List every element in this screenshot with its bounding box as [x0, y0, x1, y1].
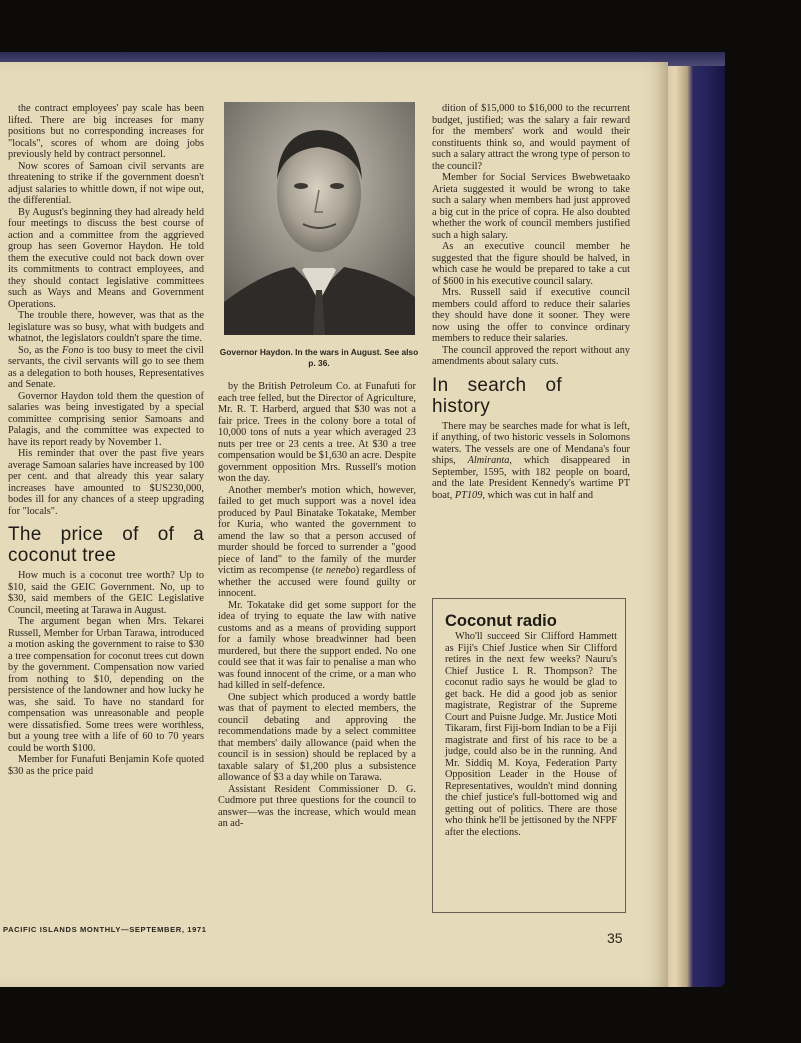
- paragraph: Member for Funafuti Benjamin Kofe quoted $30 as the price paid: [8, 754, 204, 777]
- history-paragraph: There may be searches made for what is left, if anything, of two historic vessels in Solomons waters. The vessels are one of Mendana's four ships, Almiranta, which disappeared in September, 1595, with 182 people on board, and the late President Kennedy's wartime PT boat, PT109, which was cut in half and: [432, 420, 630, 501]
- paragraph: How much is a coconut tree worth? Up to $10, said the GEIC Government. No, up to $30, said members of the GEIC Legislative Council, meeting at Tarawa in August.: [8, 570, 204, 616]
- photo-caption: Governor Haydon. In the wars in August. See also p. 36.: [219, 347, 419, 368]
- col1-mid-text: [8, 391, 204, 518]
- col1-bottom-text: [8, 570, 204, 777]
- paragraph: Mrs. Russell said if executive council members could afford to reduce their salaries they should have done it sooner. They were now using the offer to convince ordinary members to reduce their salaries.: [432, 287, 630, 344]
- paragraph: His reminder that over the past five years average Samoan salaries have increased by 100 per cent. and that already this year salary increases have amounted to $US230,000, bodes ill for any chances of a steep upgrading for "locals".: [8, 448, 204, 517]
- col2-a-text: [218, 381, 416, 485]
- paragraph: One subject which produced a wordy battle was that of payment to elected members, the council debating and approving the recommendations made by a select committee that members' daily allowance (paid when the council is in session) should be replaced by a taxable salary of $1,200 plus a subsistence allowance of $3 a day while on Tarawa.: [218, 691, 416, 783]
- box-heading: Coconut radio: [445, 612, 557, 630]
- fono-paragraph: So, as the Fono is too busy to meet the civil servants, the civil servants will go to see them as a delegation to both houses, Representatives and Senate.: [8, 344, 204, 390]
- page-number: 35: [607, 930, 623, 946]
- paragraph: By August's beginning they had already held four meetings to discuss the best course of action and a committee from the aggrieved group has seen Governor Haydon. He told them the executive could not back down over its commitments to contract employees, and they should contact legislative committees such as Ways and Means and Government Operations.: [8, 206, 204, 310]
- paragraph: Governor Haydon told them the question of salaries was being investigated by a special committee comprising senior Samoans and Palagis, and the committee was expected to have its report ready by November 1.: [8, 390, 204, 448]
- paragraph: dition of $15,000 to $16,000 to the recurrent budget, justified; was the salary a fair reward for the members' work and would their constituents think so, and would payment of such a salary attract the wrong type of person to the council?: [432, 103, 630, 172]
- paragraph: The trouble there, however, was that as the legislature was so busy, what with budgets and whatnot, the legislators couldn't spare the time.: [8, 310, 204, 344]
- column-3: [432, 103, 630, 501]
- box-body: [445, 631, 617, 838]
- col2-b-text: [218, 600, 416, 830]
- paragraph: The argument began when Mrs. Tekarei Russell, Member for Urban Tarawa, introduced a motion asking the government to raise to $30 a tree compensation for coconut trees cut down by the government. Compensation now varied from nothing to $10, depending on the persistence of the landowner and how lucky he was, she said. To have no standard for compensation was unreasonable and people were dissatisfied. Some trees were worthless, but a young tree with a life of 60 to 70 years could be worth $100.: [8, 616, 204, 754]
- page-footer: PACIFIC ISLANDS MONTHLY—SEPTEMBER, 1971: [3, 925, 207, 934]
- column-2: [218, 381, 416, 830]
- motion-paragraph: Another member's motion which, however, failed to get much support was a novel idea produced by Paul Binatake Tokatake, Member for Kuria, who wanted the government to amend the law so that a person accused of murder should be forced to surrender a "good piece of land" to the family of the murder victim as recompense (te nenebo) regardless of whether the accused were found guilty or innocent.: [218, 484, 416, 599]
- box-text: Who'll succeed Sir Clifford Hammett as Fiji's Chief Justice when Sir Clifford retires in the next few weeks? Nauru's Chief Justice I. R. Thompson? The coconut radio says he would be glad to get back. He did a good job as senior magistrate, Registrar of the Supreme Court and Puisne Judge. Mr. Justice Moti Tikaram, first Fiji-born Indian to be a Fiji magistrate and first of his race to be a judge, could also be in the running. And Mr. Siddiq M. Koya, Federation Party Opposition Leader in the House of Representatives, wouldn't mind donning the chief justice's full-bottomed wig and getting out of politics. There are those who think he'll be jettisoned by the NFPF after the elections.: [445, 631, 617, 838]
- column-1: [8, 103, 204, 777]
- headline-coconut-tree: The price of of a coconut tree: [8, 524, 204, 566]
- col3-a-text: [432, 103, 630, 368]
- paragraph: As an executive council member he suggested that the figure should be halved, in which case he would be prepared to take a cut of $600 in his executive council salary.: [432, 241, 630, 287]
- governor-haydon-photo: [224, 102, 415, 335]
- paragraph: Member for Social Services Bwebwetaako Arieta suggested it would be wrong to take such a salary when members had just approved a big cut in the price of copra. He also doubted whether the work of council members justified such a high salary.: [432, 172, 630, 241]
- paragraph: Assistant Resident Commissioner D. G. Cudmore put three questions for the council to answer—was the increase, which would mean an ad-: [218, 783, 416, 829]
- coconut-radio-box: [432, 598, 626, 913]
- paragraph: Now scores of Samoan civil servants are threatening to strike if the government doesn't adjust salaries to whittle down, if not wipe out, the differential.: [8, 160, 204, 206]
- col1-top-text: [8, 103, 204, 345]
- paragraph: Mr. Tokatake did get some support for the idea of trying to equate the law with native customs and as a means of providing support for a family whose breadwinner had been murdered, but there the support ended. No one could see that it was fair to penalise a man who was found innocent of the crime, or a man who had killed in self-defence.: [218, 599, 416, 691]
- paragraph: The council approved the report without any amendments about salary cuts.: [432, 344, 630, 367]
- paragraph: by the British Petroleum Co. at Funafuti for each tree felled, but the Director of Agriculture, Mr. R. T. Harberd, argued that $30 was not a fair price. Trees in the colony bore a total of 10,000 tons of nuts a year which averaged 23 nuts per tree or 23 cents a tree. At $30 a tree compensation would be $1,630 an acre. Despite government opposition Mrs. Russell's motion won the day.: [218, 381, 416, 484]
- paragraph: the contract employees' pay scale has been lifted. There are big increases for many positions but no corresponding increases for "locals", scores of whom are doing jobs previously held by contract personnel.: [8, 103, 204, 160]
- headline-search-history: In search of history: [432, 374, 562, 417]
